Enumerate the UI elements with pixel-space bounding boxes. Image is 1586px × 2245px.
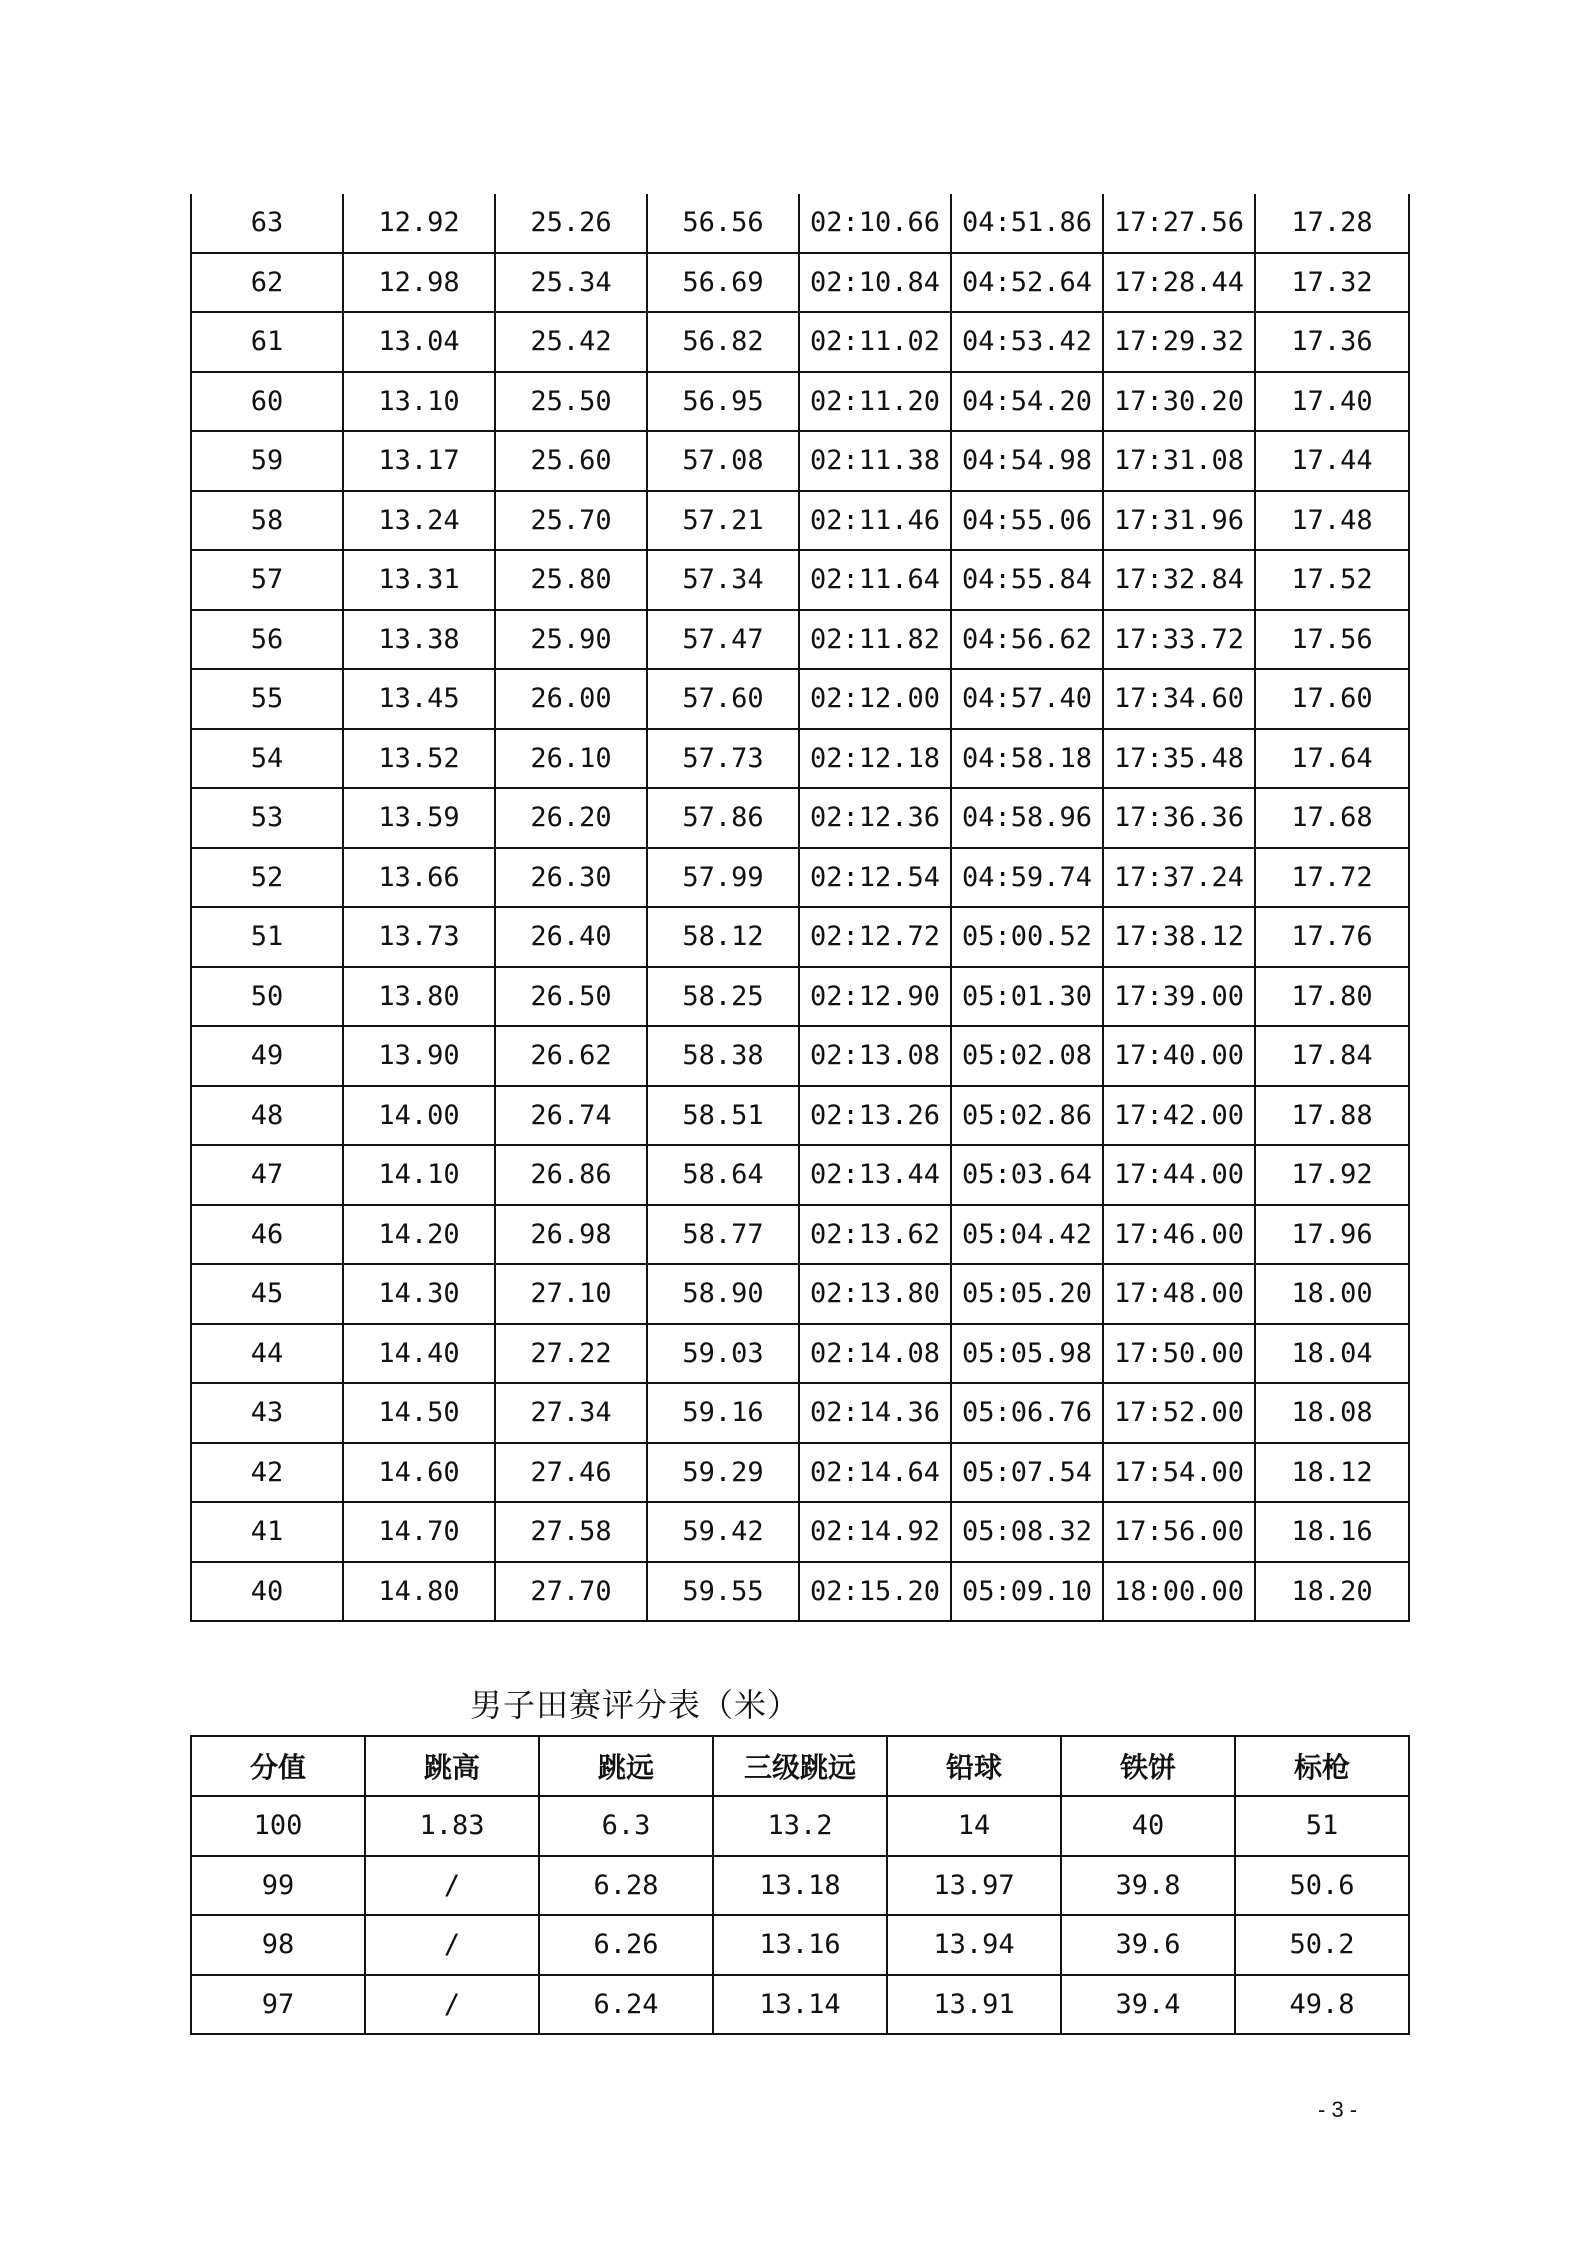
column-header: 跳远 xyxy=(539,1736,713,1796)
table-cell: 25.26 xyxy=(495,194,647,253)
column-header: 跳高 xyxy=(365,1736,539,1796)
table-cell: 12.98 xyxy=(343,253,495,313)
table-cell: 04:57.40 xyxy=(951,669,1103,729)
table-cell: 48 xyxy=(191,1086,343,1146)
table-row xyxy=(191,1145,1409,1205)
table-cell: 13.2 xyxy=(713,1796,887,1856)
table-cell: 05:02.08 xyxy=(951,1026,1103,1086)
table-cell: 02:11.02 xyxy=(799,312,951,372)
table-cell: 50.6 xyxy=(1235,1856,1409,1916)
table-cell: 02:13.08 xyxy=(799,1026,951,1086)
table-cell: 27.58 xyxy=(495,1502,647,1562)
table-cell: 49 xyxy=(191,1026,343,1086)
table-cell: 58 xyxy=(191,491,343,551)
table-cell: 05:01.30 xyxy=(951,967,1103,1027)
table-cell: 02:13.80 xyxy=(799,1264,951,1324)
table-cell: 17.32 xyxy=(1255,253,1409,313)
table-cell: 27.46 xyxy=(495,1443,647,1503)
table-cell: 17:34.60 xyxy=(1103,669,1255,729)
table-cell: 25.60 xyxy=(495,431,647,491)
table-cell: 17.52 xyxy=(1255,550,1409,610)
table-cell: 02:13.44 xyxy=(799,1145,951,1205)
table-cell: 17:38.12 xyxy=(1103,907,1255,967)
table-cell: 02:12.36 xyxy=(799,788,951,848)
table-cell: 57 xyxy=(191,550,343,610)
table-cell: 02:10.66 xyxy=(799,194,951,253)
table-cell: 50.2 xyxy=(1235,1915,1409,1975)
table-cell: 59.55 xyxy=(647,1562,799,1622)
table-cell: 100 xyxy=(191,1796,365,1856)
table-cell: 26.62 xyxy=(495,1026,647,1086)
table-cell: 17:31.96 xyxy=(1103,491,1255,551)
table-cell: 17:48.00 xyxy=(1103,1264,1255,1324)
table-cell: 13.91 xyxy=(887,1975,1061,2035)
table-cell: 17.44 xyxy=(1255,431,1409,491)
table-cell: 18:00.00 xyxy=(1103,1562,1255,1622)
table-cell: 14.20 xyxy=(343,1205,495,1265)
table-cell: 05:05.98 xyxy=(951,1324,1103,1384)
field-table-header-row xyxy=(191,1736,1409,1796)
table-cell: 02:14.64 xyxy=(799,1443,951,1503)
table-cell: 41 xyxy=(191,1502,343,1562)
table-cell: 14.80 xyxy=(343,1562,495,1622)
table-cell: 17:54.00 xyxy=(1103,1443,1255,1503)
field-score-table xyxy=(190,1735,1410,2035)
table-row xyxy=(191,253,1409,313)
table-cell: 14.70 xyxy=(343,1502,495,1562)
table-cell: 59.29 xyxy=(647,1443,799,1503)
table-cell: 97 xyxy=(191,1975,365,2035)
table-cell: / xyxy=(365,1975,539,2035)
table-cell: 58.51 xyxy=(647,1086,799,1146)
table-cell: 57.21 xyxy=(647,491,799,551)
table-cell: 99 xyxy=(191,1856,365,1916)
table-cell: 58.90 xyxy=(647,1264,799,1324)
table-cell: 13.73 xyxy=(343,907,495,967)
table-row xyxy=(191,550,1409,610)
table-cell: 17.60 xyxy=(1255,669,1409,729)
table-cell: 57.86 xyxy=(647,788,799,848)
table-row xyxy=(191,1562,1409,1622)
column-header: 铁饼 xyxy=(1061,1736,1235,1796)
table-cell: 04:58.96 xyxy=(951,788,1103,848)
table-cell: 13.31 xyxy=(343,550,495,610)
table-cell: 02:15.20 xyxy=(799,1562,951,1622)
table-cell: 17:40.00 xyxy=(1103,1026,1255,1086)
table-cell: 53 xyxy=(191,788,343,848)
table-cell: / xyxy=(365,1856,539,1916)
table-cell: 17:35.48 xyxy=(1103,729,1255,789)
table-cell: 26.98 xyxy=(495,1205,647,1265)
table-cell: 04:56.62 xyxy=(951,610,1103,670)
table-cell: 57.34 xyxy=(647,550,799,610)
table-cell: 12.92 xyxy=(343,194,495,253)
table-cell: 25.90 xyxy=(495,610,647,670)
table-cell: 25.70 xyxy=(495,491,647,551)
table-cell: 17.28 xyxy=(1255,194,1409,253)
table-cell: 39.8 xyxy=(1061,1856,1235,1916)
table-cell: 13.59 xyxy=(343,788,495,848)
table-cell: 02:11.82 xyxy=(799,610,951,670)
table-row xyxy=(191,729,1409,789)
table-cell: 13.80 xyxy=(343,967,495,1027)
table-cell: 6.24 xyxy=(539,1975,713,2035)
table-cell: 42 xyxy=(191,1443,343,1503)
table-cell: 04:51.86 xyxy=(951,194,1103,253)
table-cell: 43 xyxy=(191,1383,343,1443)
table-cell: 17:42.00 xyxy=(1103,1086,1255,1146)
table-cell: 17:52.00 xyxy=(1103,1383,1255,1443)
table-cell: 63 xyxy=(191,194,343,253)
table-cell: 13.14 xyxy=(713,1975,887,2035)
table-cell: 56.69 xyxy=(647,253,799,313)
table-cell: 13.24 xyxy=(343,491,495,551)
table-row xyxy=(191,312,1409,372)
table-cell: 05:07.54 xyxy=(951,1443,1103,1503)
table-row xyxy=(191,194,1409,253)
table-cell: 6.28 xyxy=(539,1856,713,1916)
table-cell: 25.34 xyxy=(495,253,647,313)
table-row xyxy=(191,907,1409,967)
field-score-table-body xyxy=(191,1796,1409,2034)
table-cell: 02:12.54 xyxy=(799,848,951,908)
table-cell: 13.38 xyxy=(343,610,495,670)
column-header: 三级跳远 xyxy=(713,1736,887,1796)
table-cell: 17.64 xyxy=(1255,729,1409,789)
table-cell: 26.74 xyxy=(495,1086,647,1146)
table-cell: 46 xyxy=(191,1205,343,1265)
table-cell: 27.34 xyxy=(495,1383,647,1443)
table-cell: 05:04.42 xyxy=(951,1205,1103,1265)
table-cell: 27.10 xyxy=(495,1264,647,1324)
table-cell: 18.00 xyxy=(1255,1264,1409,1324)
table-cell: 59.42 xyxy=(647,1502,799,1562)
table-cell: 04:58.18 xyxy=(951,729,1103,789)
table-cell: 1.83 xyxy=(365,1796,539,1856)
table-cell: 04:55.84 xyxy=(951,550,1103,610)
table-cell: 13.10 xyxy=(343,372,495,432)
table-cell: 13.52 xyxy=(343,729,495,789)
table-cell: 02:12.00 xyxy=(799,669,951,729)
table-row xyxy=(191,1264,1409,1324)
table-cell: 57.73 xyxy=(647,729,799,789)
table-cell: 17:30.20 xyxy=(1103,372,1255,432)
table-row xyxy=(191,1796,1409,1856)
table-cell: 56 xyxy=(191,610,343,670)
table-cell: 13.66 xyxy=(343,848,495,908)
table-cell: 59.03 xyxy=(647,1324,799,1384)
table-cell: 17.76 xyxy=(1255,907,1409,967)
table-cell: 04:54.20 xyxy=(951,372,1103,432)
table-cell: 14.60 xyxy=(343,1443,495,1503)
table-cell: 02:11.20 xyxy=(799,372,951,432)
table-cell: 17:31.08 xyxy=(1103,431,1255,491)
table-row xyxy=(191,1383,1409,1443)
table-cell: 14 xyxy=(887,1796,1061,1856)
table-cell: 17:33.72 xyxy=(1103,610,1255,670)
table-cell: 17.56 xyxy=(1255,610,1409,670)
table-cell: 26.30 xyxy=(495,848,647,908)
table-row xyxy=(191,1205,1409,1265)
table-cell: 17.80 xyxy=(1255,967,1409,1027)
table-cell: 26.00 xyxy=(495,669,647,729)
table-cell: 17.92 xyxy=(1255,1145,1409,1205)
table-cell: 58.25 xyxy=(647,967,799,1027)
table-cell: 44 xyxy=(191,1324,343,1384)
table-row xyxy=(191,1856,1409,1916)
table-cell: 02:11.38 xyxy=(799,431,951,491)
table-cell: 18.08 xyxy=(1255,1383,1409,1443)
table-cell: 6.3 xyxy=(539,1796,713,1856)
table-cell: 17:44.00 xyxy=(1103,1145,1255,1205)
table-cell: 05:05.20 xyxy=(951,1264,1103,1324)
table-cell: 17:39.00 xyxy=(1103,967,1255,1027)
table-cell: 02:13.26 xyxy=(799,1086,951,1146)
table-cell: 05:00.52 xyxy=(951,907,1103,967)
table-row xyxy=(191,1975,1409,2035)
table-cell: 55 xyxy=(191,669,343,729)
table-cell: 62 xyxy=(191,253,343,313)
table-cell: 02:12.72 xyxy=(799,907,951,967)
table-cell: 39.4 xyxy=(1061,1975,1235,2035)
table-cell: 04:55.06 xyxy=(951,491,1103,551)
table-cell: 49.8 xyxy=(1235,1975,1409,2035)
table-cell: 17:37.24 xyxy=(1103,848,1255,908)
table-cell: 13.45 xyxy=(343,669,495,729)
table-cell: 17.36 xyxy=(1255,312,1409,372)
table-cell: 18.12 xyxy=(1255,1443,1409,1503)
table-cell: 13.97 xyxy=(887,1856,1061,1916)
table-cell: 02:10.84 xyxy=(799,253,951,313)
table-row xyxy=(191,372,1409,432)
table-row xyxy=(191,669,1409,729)
table-cell: 02:13.62 xyxy=(799,1205,951,1265)
table-row xyxy=(191,1915,1409,1975)
table-cell: 13.90 xyxy=(343,1026,495,1086)
table-row xyxy=(191,431,1409,491)
table-cell: 13.04 xyxy=(343,312,495,372)
track-score-table-body xyxy=(191,194,1409,1621)
table-row xyxy=(191,967,1409,1027)
table-cell: 05:08.32 xyxy=(951,1502,1103,1562)
table-cell: 17:36.36 xyxy=(1103,788,1255,848)
table-cell: 18.20 xyxy=(1255,1562,1409,1622)
table-cell: 58.38 xyxy=(647,1026,799,1086)
table-cell: 47 xyxy=(191,1145,343,1205)
table-cell: 17.96 xyxy=(1255,1205,1409,1265)
table-cell: 26.10 xyxy=(495,729,647,789)
table-cell: 17.84 xyxy=(1255,1026,1409,1086)
table-cell: 45 xyxy=(191,1264,343,1324)
table-cell: 17:46.00 xyxy=(1103,1205,1255,1265)
table-cell: 17:27.56 xyxy=(1103,194,1255,253)
table-cell: 40 xyxy=(1061,1796,1235,1856)
table-cell: 59.16 xyxy=(647,1383,799,1443)
field-table-title: 男子田赛评分表（米） xyxy=(470,1686,801,1724)
table-cell: 05:03.64 xyxy=(951,1145,1103,1205)
table-cell: 25.50 xyxy=(495,372,647,432)
table-cell: 51 xyxy=(1235,1796,1409,1856)
table-cell: 57.47 xyxy=(647,610,799,670)
table-cell: 02:12.18 xyxy=(799,729,951,789)
table-cell: 04:53.42 xyxy=(951,312,1103,372)
table-cell: 50 xyxy=(191,967,343,1027)
table-cell: 17:32.84 xyxy=(1103,550,1255,610)
table-cell: 56.82 xyxy=(647,312,799,372)
table-row xyxy=(191,1086,1409,1146)
table-cell: 51 xyxy=(191,907,343,967)
page-number: - 3 - xyxy=(1318,2097,1358,2122)
table-cell: 57.60 xyxy=(647,669,799,729)
table-cell: 54 xyxy=(191,729,343,789)
table-cell: / xyxy=(365,1915,539,1975)
table-cell: 25.42 xyxy=(495,312,647,372)
table-cell: 6.26 xyxy=(539,1915,713,1975)
table-row xyxy=(191,848,1409,908)
table-cell: 40 xyxy=(191,1562,343,1622)
table-cell: 58.12 xyxy=(647,907,799,967)
table-cell: 14.50 xyxy=(343,1383,495,1443)
table-cell: 02:12.90 xyxy=(799,967,951,1027)
table-cell: 58.77 xyxy=(647,1205,799,1265)
table-cell: 02:14.36 xyxy=(799,1383,951,1443)
table-cell: 17.40 xyxy=(1255,372,1409,432)
table-cell: 18.16 xyxy=(1255,1502,1409,1562)
table-cell: 04:52.64 xyxy=(951,253,1103,313)
column-header: 分值 xyxy=(191,1736,365,1796)
table-cell: 98 xyxy=(191,1915,365,1975)
table-cell: 26.40 xyxy=(495,907,647,967)
table-cell: 17:29.32 xyxy=(1103,312,1255,372)
table-cell: 14.10 xyxy=(343,1145,495,1205)
table-cell: 14.40 xyxy=(343,1324,495,1384)
table-cell: 13.94 xyxy=(887,1915,1061,1975)
table-row xyxy=(191,610,1409,670)
table-cell: 59 xyxy=(191,431,343,491)
table-cell: 27.70 xyxy=(495,1562,647,1622)
table-cell: 17.72 xyxy=(1255,848,1409,908)
table-cell: 26.86 xyxy=(495,1145,647,1205)
table-cell: 05:02.86 xyxy=(951,1086,1103,1146)
table-cell: 58.64 xyxy=(647,1145,799,1205)
table-cell: 04:54.98 xyxy=(951,431,1103,491)
table-cell: 60 xyxy=(191,372,343,432)
table-row xyxy=(191,1443,1409,1503)
table-cell: 52 xyxy=(191,848,343,908)
table-cell: 02:11.46 xyxy=(799,491,951,551)
table-cell: 02:14.08 xyxy=(799,1324,951,1384)
table-cell: 14.00 xyxy=(343,1086,495,1146)
table-row xyxy=(191,1502,1409,1562)
table-cell: 56.95 xyxy=(647,372,799,432)
table-cell: 05:06.76 xyxy=(951,1383,1103,1443)
column-header: 标枪 xyxy=(1235,1736,1409,1796)
table-cell: 02:14.92 xyxy=(799,1502,951,1562)
table-cell: 27.22 xyxy=(495,1324,647,1384)
table-cell: 13.16 xyxy=(713,1915,887,1975)
table-cell: 56.56 xyxy=(647,194,799,253)
table-cell: 02:11.64 xyxy=(799,550,951,610)
table-cell: 25.80 xyxy=(495,550,647,610)
table-cell: 18.04 xyxy=(1255,1324,1409,1384)
table-cell: 05:09.10 xyxy=(951,1562,1103,1622)
column-header: 铅球 xyxy=(887,1736,1061,1796)
table-cell: 57.99 xyxy=(647,848,799,908)
table-cell: 14.30 xyxy=(343,1264,495,1324)
table-row xyxy=(191,491,1409,551)
table-row xyxy=(191,1324,1409,1384)
table-row xyxy=(191,1026,1409,1086)
table-cell: 17:56.00 xyxy=(1103,1502,1255,1562)
table-cell: 04:59.74 xyxy=(951,848,1103,908)
table-cell: 13.18 xyxy=(713,1856,887,1916)
table-cell: 17.68 xyxy=(1255,788,1409,848)
table-cell: 17.88 xyxy=(1255,1086,1409,1146)
table-cell: 17:28.44 xyxy=(1103,253,1255,313)
table-cell: 26.50 xyxy=(495,967,647,1027)
table-cell: 17.48 xyxy=(1255,491,1409,551)
table-cell: 39.6 xyxy=(1061,1915,1235,1975)
table-cell: 61 xyxy=(191,312,343,372)
table-cell: 17:50.00 xyxy=(1103,1324,1255,1384)
table-cell: 26.20 xyxy=(495,788,647,848)
table-cell: 13.17 xyxy=(343,431,495,491)
track-score-table xyxy=(190,194,1410,1622)
table-row xyxy=(191,788,1409,848)
table-cell: 57.08 xyxy=(647,431,799,491)
